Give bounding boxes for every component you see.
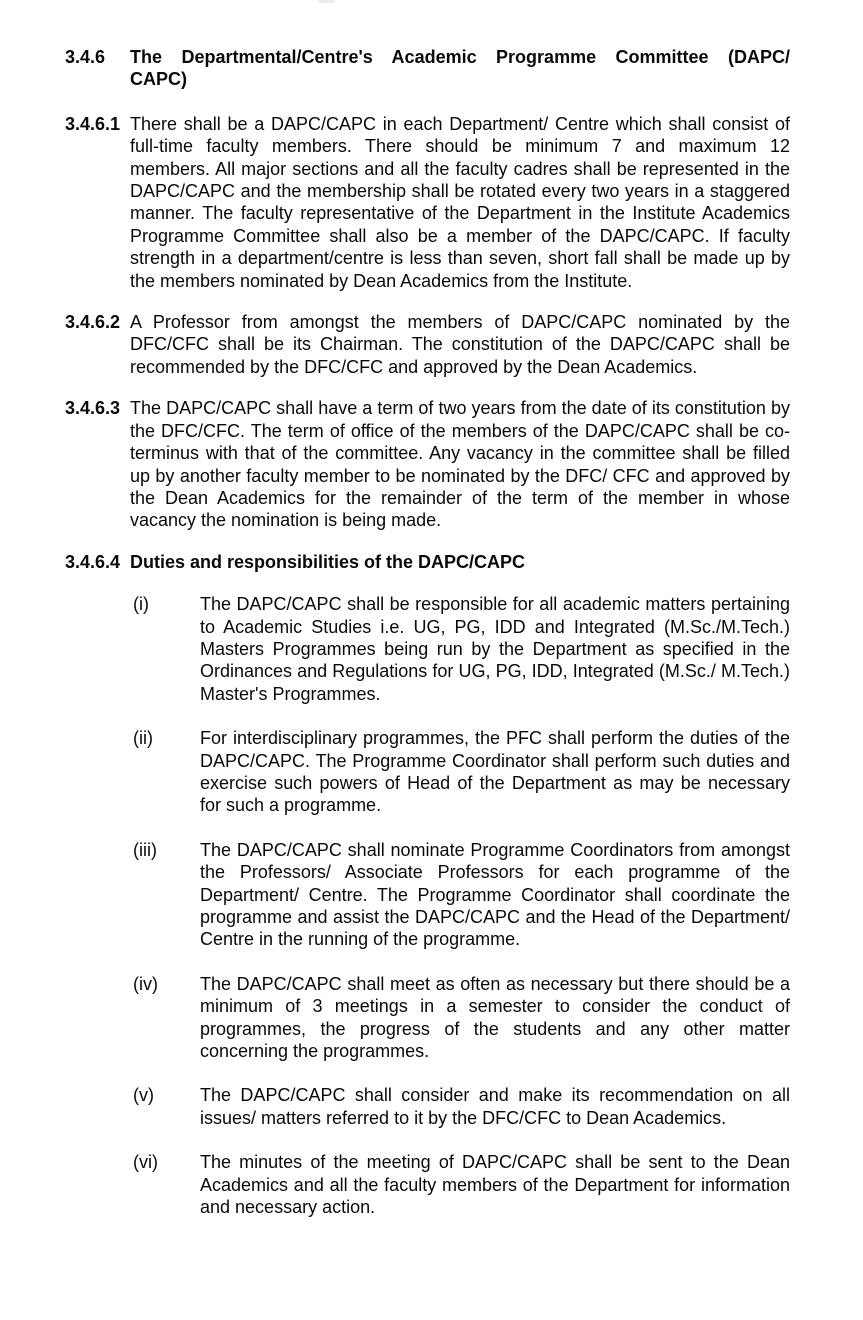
- section-heading: [65, 46, 863, 91]
- clause-text: There shall be a DAPC/CAPC in each Department/ Centre which shall consist of full-time faculty members. There should be minimum 7 and maximum 12 members. All major sections and all the faculty cadres shall be represented in the DAPC/CAPC and the membership shall be rotated every two years in a staggered manner. The faculty representative of the Department in the Institute Academics Programme Committee shall also be a member of the DAPC/CAPC. If faculty strength in a department/centre is less than seven, short fall shall be made up by the members nominated by Dean Academics from the Institute.: [130, 113, 790, 291]
- clause-text: A Professor from amongst the members of DAPC/CAPC nominated by the DFC/CFC shall be its Chairman. The constitution of the DAPC/CAPC shall be recommended by the DFC/CFC and approved by the Dean Academics.: [130, 312, 790, 377]
- duty-item-label: (v): [133, 1085, 154, 1106]
- duty-item-text: The DAPC/CAPC shall meet as often as necessary but there should be a minimum of 3 meetings in a semester to consider the conduct of programmes, the progress of the students and any other matter concerning the programmes.: [200, 973, 790, 1062]
- duty-item-v: [133, 1084, 863, 1129]
- duty-item-text: The DAPC/CAPC shall nominate Programme Coordinators from amongst the Professors/ Associate Professors for each programme of the Department/ Centre. The Programme Coordinator shall coordinate the programme and assist the DAPC/CAPC and the Head of the Department/ Centre in the running of the programme.: [200, 839, 790, 950]
- duty-item-text: The DAPC/CAPC shall be responsible for all academic matters pertaining to Academic Studies i.e. UG, PG, IDD and Integrated (M.Sc./M.Tech.) Masters Programmes being run by the Department as specified in the Ordinances and Regulations for UG, PG, IDD, Integrated (M.Sc./ M.Tech.) Master's Programmes.: [200, 594, 790, 704]
- duty-item-text: For interdisciplinary programmes, the PFC shall perform the duties of the DAPC/CAPC. The Programme Coordinator shall perform such duties and exercise such powers of Head of the Department as may be necessary for such a programme.: [200, 728, 790, 816]
- duties-heading-text: Duties and responsibilities of the DAPC/CAPC: [130, 551, 526, 572]
- clause-number: 3.4.6.2: [65, 312, 121, 333]
- scan-artifact-mark: [318, 0, 334, 3]
- section-heading-text: [130, 46, 790, 91]
- duty-item-label: (iv): [133, 973, 158, 994]
- duty-item-i: [133, 593, 863, 705]
- duty-item-label: (iii): [133, 839, 157, 860]
- clause-3-4-6-2: [65, 311, 863, 378]
- duty-item-label: (i): [133, 594, 149, 615]
- clause-number: 3.4.6.3: [65, 398, 121, 419]
- duty-item-iv: [133, 973, 863, 1063]
- clause-number: 3.4.6.1: [65, 113, 121, 134]
- duty-item-label: (ii): [133, 728, 153, 749]
- clause-text: The DAPC/CAPC shall have a term of two years from the date of its constitution by the DFC/CFC. The term of office of the members of the DAPC/CAPC shall be co-terminus with that of the committee. Any vacancy in the committee shall be filled up by another faculty member to be nominated by the DFC/ CFC and approved by the Dean Academics for the remainder of the term of the member in whose vacancy the nomination is being made.: [130, 398, 790, 531]
- duties-heading: [65, 551, 863, 573]
- duty-item-text: The minutes of the meeting of DAPC/CAPC shall be sent to the Dean Academics and all the faculty members of the Department for information and necessary action.: [200, 1152, 790, 1218]
- section-heading-line1: The Departmental/Centre's Academic Programme Committee (DAPC/: [130, 47, 790, 67]
- duty-item-label: (vi): [133, 1152, 158, 1173]
- duties-list: [65, 593, 863, 1218]
- duty-item-vi: [133, 1151, 863, 1218]
- section-heading-number: 3.4.6: [65, 47, 106, 67]
- duties-heading-number: 3.4.6.4: [65, 551, 121, 572]
- section-heading-line2: CAPC): [130, 69, 187, 90]
- duty-item-text: The DAPC/CAPC shall consider and make its recommendation on all issues/ matters referred to it by the DFC/CFC to Dean Academics.: [200, 1085, 790, 1128]
- duty-item-ii: [133, 727, 863, 817]
- clause-3-4-6-1: [65, 113, 863, 292]
- duty-item-iii: [133, 839, 863, 951]
- clause-3-4-6-3: [65, 397, 863, 531]
